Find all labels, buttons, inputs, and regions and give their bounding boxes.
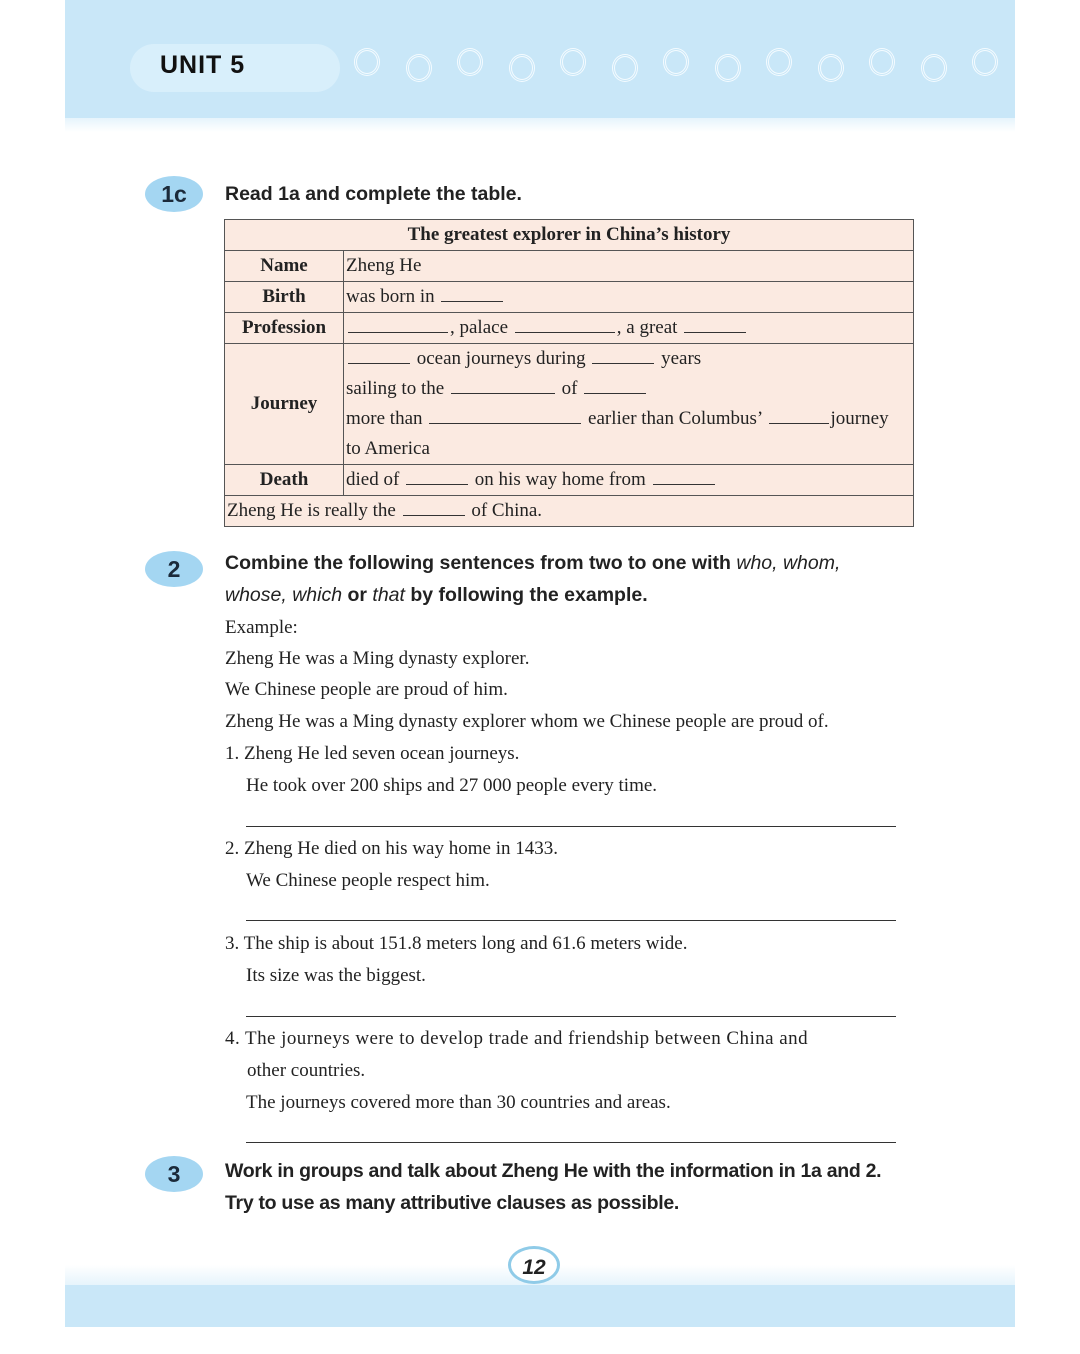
- text: that: [372, 584, 405, 606]
- ring-icon: [766, 48, 792, 76]
- blank[interactable]: [653, 470, 715, 485]
- row-label: Journey: [225, 344, 344, 465]
- row-label: Death: [225, 465, 344, 496]
- text: journey: [830, 408, 889, 429]
- text: or: [347, 584, 367, 606]
- example-label: Example:: [225, 617, 298, 638]
- answer-line[interactable]: [246, 1016, 896, 1017]
- text: to America: [346, 438, 430, 459]
- section-badge-2: 2: [145, 551, 203, 587]
- section-badge-1c: 1c: [145, 176, 203, 212]
- item-line: 1. Zheng He led seven ocean journeys.: [225, 743, 520, 764]
- blank[interactable]: [441, 287, 503, 302]
- blank[interactable]: [515, 318, 615, 333]
- page-number: 12: [508, 1246, 560, 1284]
- instruction-2-line1: [225, 552, 840, 575]
- table-row: [225, 344, 914, 465]
- ring-icon: [715, 54, 741, 82]
- text: by following the example.: [410, 584, 648, 606]
- text: on his way home from: [474, 469, 646, 490]
- row-value: Zheng He: [344, 251, 914, 282]
- table-row: [225, 465, 914, 496]
- section-badge-3: 3: [145, 1156, 203, 1192]
- row-label: Profession: [225, 313, 344, 344]
- item-line: He took over 200 ships and 27 000 people every time.: [246, 775, 658, 796]
- blank[interactable]: [403, 501, 465, 516]
- text: of: [561, 378, 578, 399]
- ring-icon: [560, 48, 586, 76]
- instruction-3-line1: Work in groups and talk about Zheng He with the information in 1a and 2.: [225, 1160, 882, 1182]
- text: Zheng He is really the: [227, 500, 396, 521]
- table-row: [225, 313, 914, 344]
- table-row: [225, 496, 914, 527]
- text: , a great: [616, 317, 678, 338]
- text: of China.: [471, 500, 543, 521]
- text: died of: [346, 469, 400, 490]
- explorer-table: [224, 219, 914, 527]
- row-value: [344, 313, 914, 344]
- blank[interactable]: [684, 318, 746, 333]
- blank[interactable]: [429, 409, 581, 424]
- blank[interactable]: [584, 379, 646, 394]
- text: was born in: [346, 286, 435, 307]
- item-line: Its size was the biggest.: [246, 965, 426, 986]
- text: whose, which: [225, 584, 343, 606]
- summary-row: [225, 496, 914, 527]
- banner-fade: [65, 118, 1015, 132]
- instruction-3-line2: Try to use as many attributive clauses as possible.: [225, 1192, 679, 1214]
- ring-icon: [921, 54, 947, 82]
- text: who, whom,: [736, 552, 841, 574]
- item-line: 2. Zheng He died on his way home in 1433.: [225, 838, 558, 859]
- text: Combine the following sentences from two to one with: [225, 552, 731, 574]
- ring-icon: [509, 54, 535, 82]
- table-title: The greatest explorer in China’s history: [225, 220, 914, 251]
- ring-icon: [972, 48, 998, 76]
- footer-banner: [65, 1285, 1015, 1327]
- item-line: We Chinese people respect him.: [246, 870, 490, 891]
- blank[interactable]: [406, 470, 468, 485]
- ring-icon: [612, 54, 638, 82]
- ring-icon: [457, 48, 483, 76]
- item-line: 3. The ship is about 151.8 meters long and 61.6 meters wide.: [225, 933, 688, 954]
- row-value: [344, 465, 914, 496]
- row-label: Birth: [225, 282, 344, 313]
- row-value: [344, 282, 914, 313]
- ring-icon: [869, 48, 895, 76]
- table-row: [225, 251, 914, 282]
- ring-icon: [663, 48, 689, 76]
- item-line: other countries.: [247, 1060, 366, 1081]
- text: earlier than Columbus’: [588, 408, 762, 429]
- text: sailing to the: [346, 378, 445, 399]
- instruction-1c: Read 1a and complete the table.: [225, 183, 522, 205]
- example-line: We Chinese people are proud of him.: [225, 679, 508, 700]
- ring-icon: [818, 54, 844, 82]
- blank[interactable]: [348, 318, 448, 333]
- example-line: Zheng He was a Ming dynasty explorer whom we Chinese people are proud of.: [225, 711, 829, 732]
- table-row: [225, 282, 914, 313]
- text: more than: [346, 408, 423, 429]
- blank[interactable]: [769, 409, 829, 424]
- row-value: [344, 344, 914, 465]
- answer-line[interactable]: [246, 1142, 896, 1143]
- instruction-2-line2: [225, 584, 648, 607]
- blank[interactable]: [592, 349, 654, 364]
- example-line: Zheng He was a Ming dynasty explorer.: [225, 648, 530, 669]
- blank[interactable]: [451, 379, 555, 394]
- text: , palace: [450, 317, 509, 338]
- item-line: The journeys covered more than 30 countries and areas.: [246, 1092, 671, 1113]
- blank[interactable]: [348, 349, 410, 364]
- ring-icon: [354, 48, 380, 76]
- answer-line[interactable]: [246, 826, 896, 827]
- text: years: [661, 348, 702, 369]
- row-label: Name: [225, 251, 344, 282]
- unit-title: UNIT 5: [160, 51, 246, 79]
- answer-line[interactable]: [246, 920, 896, 921]
- text: ocean journeys during: [416, 348, 586, 369]
- item-line: 4. The journeys were to develop trade and friendship between China and: [225, 1028, 809, 1049]
- ring-icon: [406, 54, 432, 82]
